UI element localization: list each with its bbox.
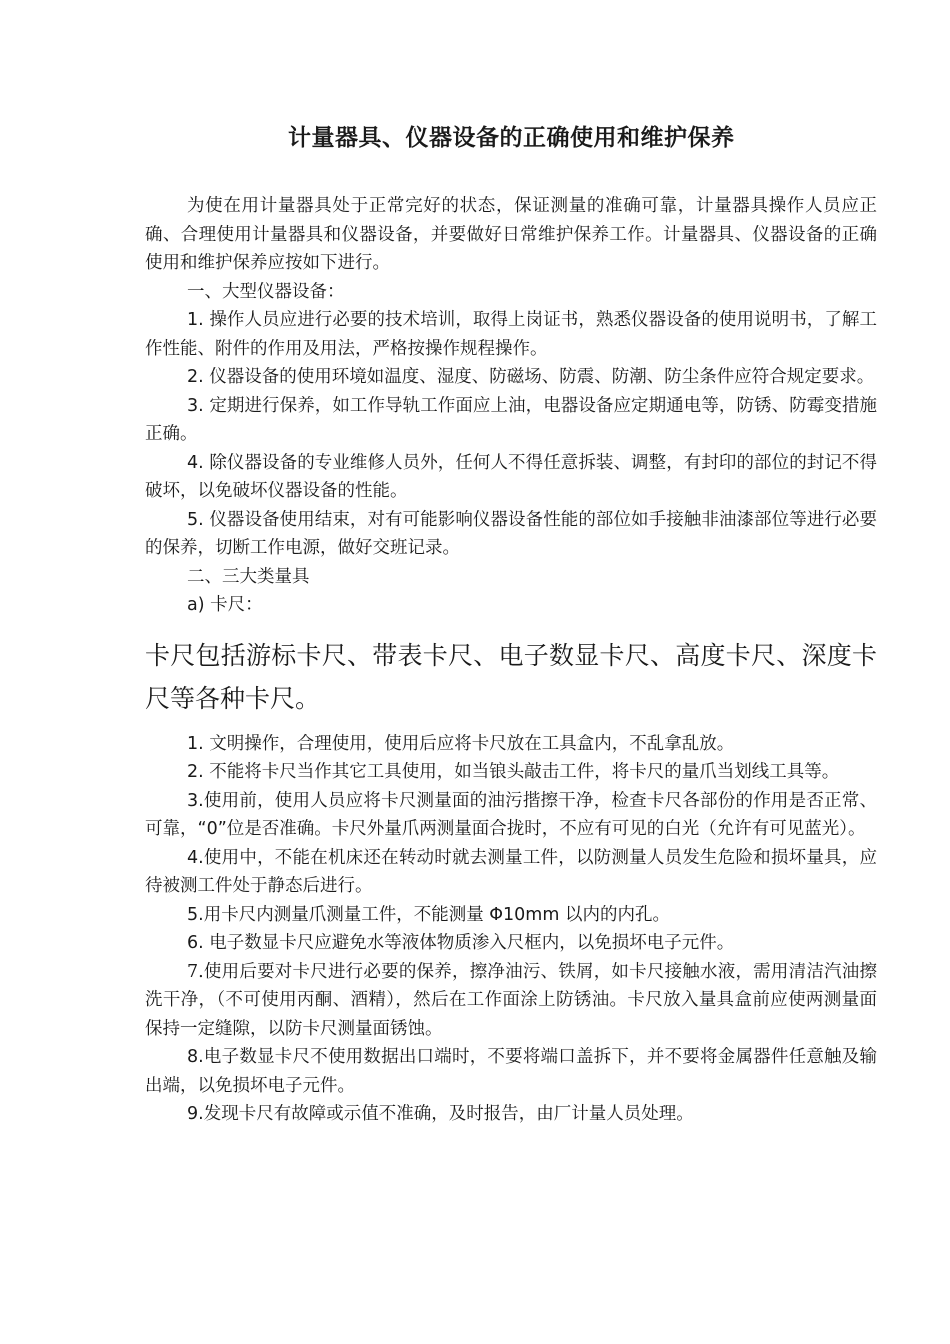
section2-item-4: 4.使用中，不能在机床还在转动时就去测量工件，以防测量人员发生危险和损坏量具，应待被测工件处于静态后进行。 xyxy=(145,847,877,896)
section1-item-3: 3. 定期进行保养，如工作导轨工作面应上油，电器设备应定期通电等，防锈、防霉变措施正确。 xyxy=(145,395,877,444)
document-body xyxy=(145,192,877,1129)
caliper-description: 卡尺包括游标卡尺、带表卡尺、电子数显卡尺、高度卡尺、深度卡尺等各种卡尺。 xyxy=(145,640,877,713)
section2-item-1: 1. 文明操作，合理使用，使用后应将卡尺放在工具盒内，不乱拿乱放。 xyxy=(187,733,735,754)
intro-paragraph: 为使在用计量器具处于正常完好的状态，保证测量的准确可靠，计量器具操作人员应正确、合理使用计量器具和仪器设备，并要做好日常维护保养工作。计量器具、仪器设备的正确使用和维护保养应按如下进行。 xyxy=(145,196,877,273)
section2-item-6: 6. 电子数显卡尺应避免水等液体物质渗入尺框内，以免损坏电子元件。 xyxy=(187,933,735,953)
section1-item-1: 1. 操作人员应进行必要的技术培训，取得上岗证书，熟悉仪器设备的使用说明书，了解工作性能、附件的作用及用法，严格按操作规程操作。 xyxy=(145,310,877,359)
section2-item-8: 8.电子数显卡尺不使用数据出口端时，不要将端口盖拆下，并不要将金属器件任意触及输出端，以免损坏电子元件。 xyxy=(145,1047,877,1096)
section2-item-9: 9.发现卡尺有故障或示值不准确，及时报告，由厂计量人员处理。 xyxy=(187,1104,694,1124)
section1-heading: 一、大型仪器设备： xyxy=(187,281,345,302)
document-title: 计量器具、仪器设备的正确使用和维护保养 xyxy=(288,125,735,151)
subsection-a-heading: a) 卡尺： xyxy=(187,595,263,615)
section1-item-2: 2. 仪器设备的使用环境如温度、湿度、防磁场、防震、防潮、防尘条件应符合规定要求。 xyxy=(187,367,875,387)
section2-heading: 二、三大类量具 xyxy=(187,566,310,587)
section2-item-7: 7.使用后要对卡尺进行必要的保养，擦净油污、铁屑，如卡尺接触水液，需用清洁汽油擦洗干净，（不可使用丙酮、酒精），然后在工作面涂上防锈油。卡尺放入量具盒前应使两测量面保持一定缝隙，以防卡尺测量面锈蚀。 xyxy=(145,961,877,1039)
section2-item-5: 5.用卡尺内测量爪测量工件，不能测量 Φ10mm 以内的内孔。 xyxy=(187,904,670,925)
section1-item-5: 5. 仪器设备使用结束，对有可能影响仪器设备性能的部位如手接触非油漆部位等进行必要的保养，切断工作电源，做好交班记录。 xyxy=(145,509,877,558)
section2-item-2: 2. 不能将卡尺当作其它工具使用，如当锒头敲击工件，将卡尺的量爪当划线工具等。 xyxy=(187,762,840,782)
section2-item-3: 3.使用前，使用人员应将卡尺测量面的油污揩擦干净，检查卡尺各部份的作用是否正常、可靠，“0”位是否准确。卡尺外量爪两测量面合拢时，不应有可见的白光（允许有可见蓝光）。 xyxy=(145,790,877,839)
section1-item-4: 4. 除仪器设备的专业维修人员外，任何人不得任意拆装、调整，有封印的部位的封记不得破坏，以免破坏仪器设备的性能。 xyxy=(145,452,877,501)
